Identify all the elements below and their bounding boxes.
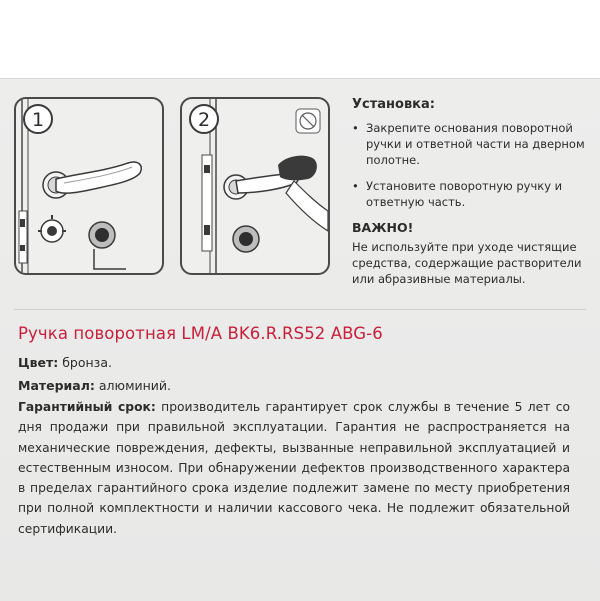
bullet-icon: • — [352, 121, 359, 135]
installation-step-2 — [352, 178, 586, 210]
installation-section — [352, 97, 586, 287]
warranty-text: производитель гарантирует срок службы в течение 5 лет со дня продажи при правильной эксплуатации. Гарантия не распространяется на механические повреждения, дефекты, вызванные неправильной эксплуатацией и естественным износом. При обнаружении дефектов производственного характера в пределах гарантийного срока изделие подлежит замене по месту приобретения при полной комплектности и наличии кассового чека. Не подлежит обязательной сертификации. — [18, 400, 570, 536]
step-1-diagram — [14, 97, 164, 275]
warning-title: ВАЖНО! — [352, 220, 414, 235]
bullet-icon: • — [352, 179, 359, 193]
step-1-illustration — [16, 99, 162, 273]
step-text: Установите поворотную ручку и ответную часть. — [366, 179, 563, 209]
installation-step-1 — [352, 120, 586, 168]
instruction-card — [0, 78, 600, 601]
material-label: Материал: — [18, 378, 95, 393]
installation-title: Установка: — [352, 97, 435, 112]
material-value: алюминий. — [98, 378, 172, 393]
step-2-illustration — [182, 99, 328, 273]
installation-steps — [352, 120, 586, 210]
color-label: Цвет: — [18, 355, 59, 370]
warranty-label: Гарантийный срок: — [18, 400, 156, 414]
material-spec — [18, 376, 171, 395]
step-2-diagram — [180, 97, 330, 275]
product-title: Ручка поворотная LM/A BK6.R.RS52 ABG-6 — [18, 324, 383, 343]
step-text: Закрепите основания поворотной ручки и ответной части на дверном полотне. — [366, 121, 585, 167]
warning-text: Не используйте при уходе чистящие средства, содержащие растворители или абразивные материалы. — [352, 240, 582, 286]
step-1-number: 1 — [31, 109, 45, 131]
warranty-paragraph — [18, 397, 570, 539]
section-divider — [14, 309, 586, 310]
color-value: бронза. — [62, 355, 112, 370]
step-2-number: 2 — [197, 109, 211, 131]
color-spec — [18, 353, 112, 372]
